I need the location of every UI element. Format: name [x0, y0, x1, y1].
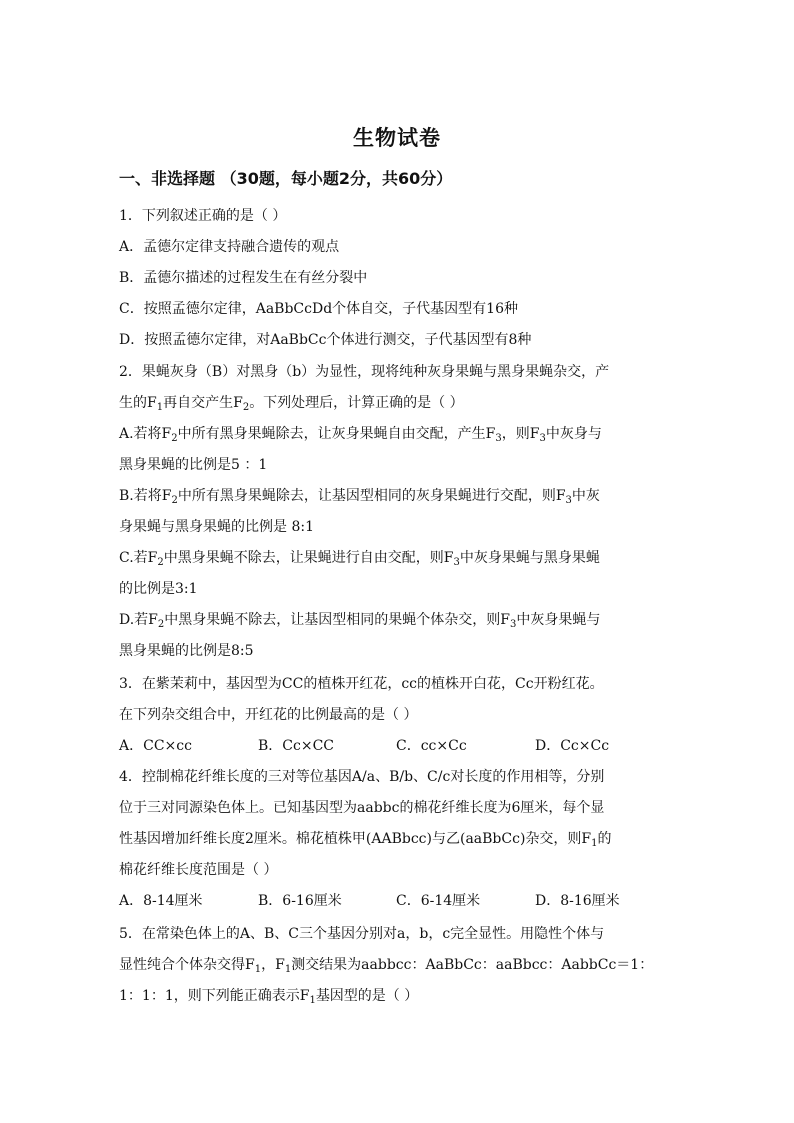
q3-stem-line-1: 3．在紫茉莉中，基因型为CC的植株开红花，cc的植株开白花，Cc开粉红花。: [119, 676, 604, 692]
q5-stem-line-2: 显性纯合个体杂交得$F_1$，$F_1$测交结果为aabbcc：AaBbCc：aaBbcc：AabbCc＝1：: [119, 957, 654, 975]
q2-option-a-line-1: A.若将$F_2$中所有黑身果蝇除去，让灰身果蝇自由交配，产生$F_3$，则$F_3$中灰身与: [119, 426, 602, 444]
section-heading: 一、非选择题 （30题，每小题2分，共60分）: [119, 169, 453, 188]
q4-option-c: C．6-14厘米: [396, 893, 481, 909]
q4-option-d: D．8-16厘米: [535, 893, 620, 909]
q4-option-a: A．8-14厘米: [119, 893, 203, 909]
q1-stem: 1．下列叙述正确的是（ ）: [119, 208, 287, 224]
q2-option-c-line-1: C.若$F_2$中黑身果蝇不除去，让果蝇进行自由交配，则$F_3$中灰身果蝇与黑身果蝇: [119, 550, 600, 568]
q4-option-b: B．6-16厘米: [258, 893, 342, 909]
q4-stem-line-4: 棉花纤维长度范围是（ ）: [119, 862, 278, 878]
q1-option-a: A．孟德尔定律支持融合遗传的观点: [119, 239, 340, 255]
q5-stem-line-3: 1：1：1，则下列能正确表示$F_1$基因型的是（ ）: [119, 988, 419, 1006]
q2-option-b-line-1: B.若将$F_2$中所有黑身果蝇除去，让基因型相同的灰身果蝇进行交配，则$F_3$中灰: [119, 488, 600, 506]
q5-stem-line-1: 5．在常染色体上的A、B、C三个基因分别对a，b，c完全显性。用隐性个体与: [119, 926, 605, 942]
q2-stem-line-2: 生的$F_1$再自交产生$F_2$。下列处理后，计算正确的是（ ）: [119, 395, 464, 413]
q2-option-d-line-2: 黑身果蝇的比例是8:5: [119, 643, 254, 659]
q3-option-c: C．cc×Cc: [396, 738, 467, 754]
q4-stem-line-2: 位于三对同源染色体上。已知基因型为aabbc的棉花纤维长度为6厘米，每个显: [119, 800, 605, 816]
q3-option-a: A．CC×cc: [119, 738, 192, 754]
q4-stem-line-3: 性基因增加纤维长度2厘米。棉花植株甲(AABbcc)与乙(aaBbCc)杂交，则$F_1$的: [119, 831, 612, 849]
q1-option-c: C．按照孟德尔定律，AaBbCcDd个体自交，子代基因型有16种: [119, 301, 518, 317]
q4-stem-line-1: 4．控制棉花纤维长度的三对等位基因A/a、B/b、C/c对长度的作用相等，分别: [119, 769, 605, 785]
q2-option-a-line-2: 黑身果蝇的比例是5 ：1: [119, 457, 268, 473]
q2-option-b-line-2: 身果蝇与黑身果蝇的比例是 8:1: [119, 519, 314, 535]
q3-option-b: B．Cc×CC: [258, 738, 334, 754]
q3-option-d: D．Cc×Cc: [535, 738, 610, 754]
q1-option-d: D．按照孟德尔定律，对AaBbCc个体进行测交，子代基因型有8种: [119, 332, 532, 348]
q2-option-d-line-1: D.若$F_2$中黑身果蝇不除去，让基因型相同的果蝇个体杂交，则$F_3$中灰身果蝇与: [119, 612, 601, 630]
q2-option-c-line-2: 的比例是3:1: [119, 581, 198, 597]
q1-option-b: B．孟德尔描述的过程发生在有丝分裂中: [119, 270, 368, 286]
q3-stem-line-2: 在下列杂交组合中，开红花的比例最高的是（ ）: [119, 707, 418, 723]
q2-stem-line-1: 2．果蝇灰身（B）对黑身（b）为显性，现将纯种灰身果蝇与黑身果蝇杂交，产: [119, 364, 610, 380]
exam-title: 生物试卷: [353, 126, 441, 150]
